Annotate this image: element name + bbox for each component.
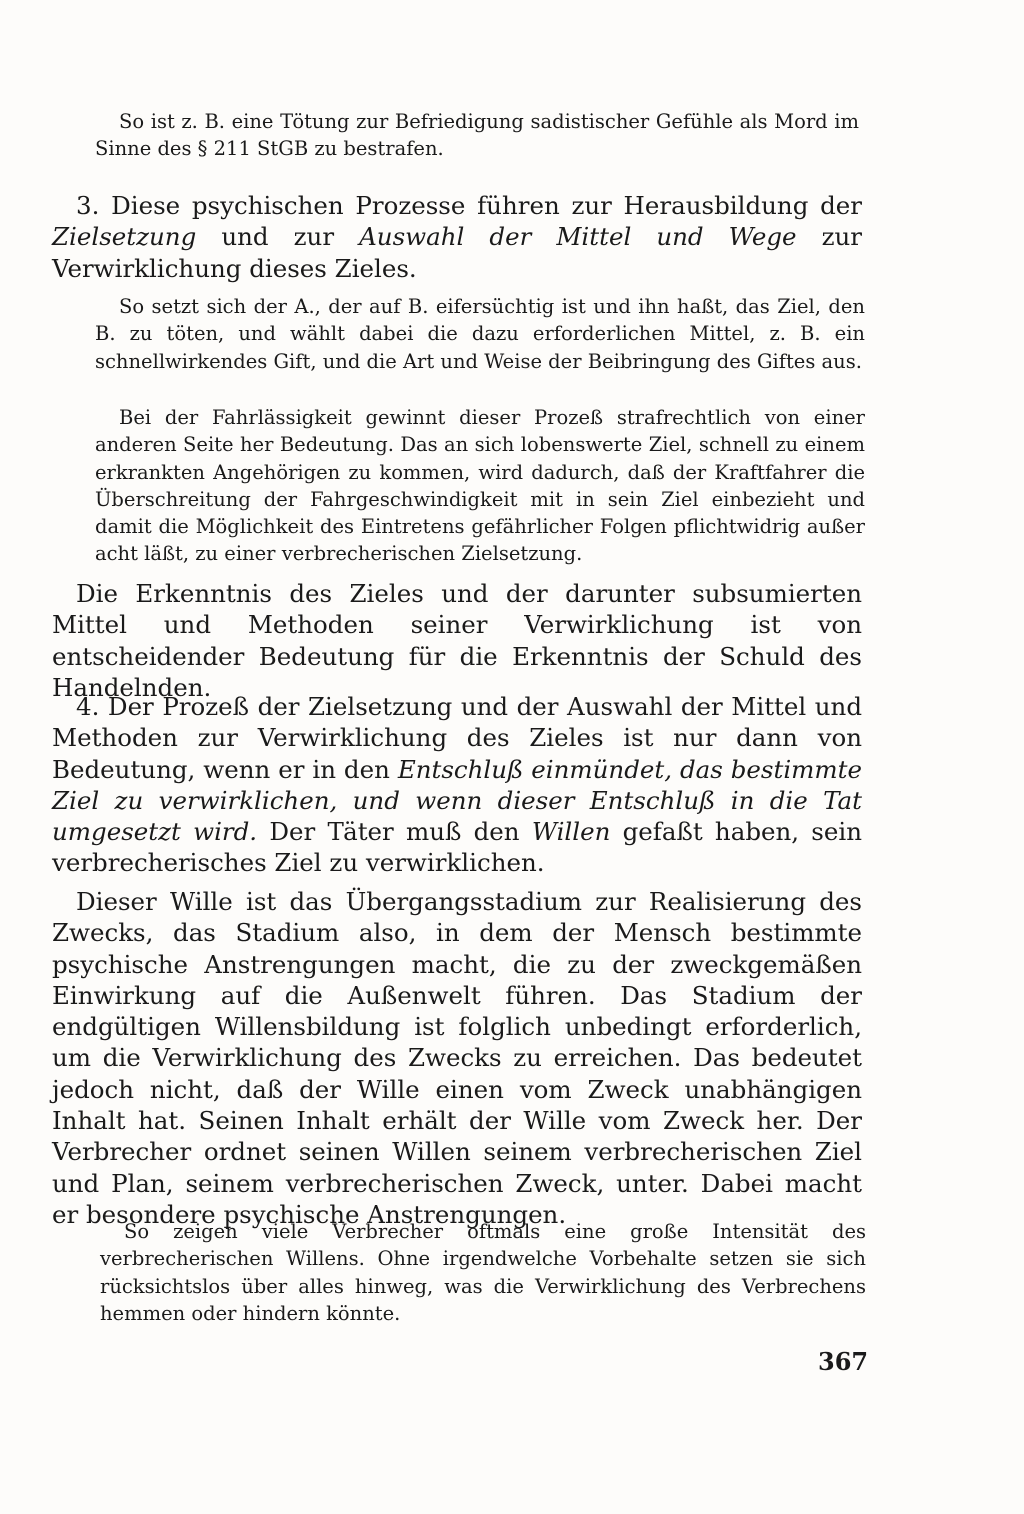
example-paragraph-sadism: So ist z. B. eine Tötung zur Befriedigung sadistischer Gefühle als Mord im Sinne des § 211 StGB zu bestrafen. — [95, 110, 859, 161]
section-3-text-3: zur Verwirklichung dieses Zieles. — [52, 222, 862, 283]
section-4-text-3: gefaßt haben, sein verbrecherisches Ziel zu verwirklichen. — [52, 817, 862, 878]
section-3-emphasis-zielsetzung: Zielsetzung — [52, 222, 197, 252]
section-3-text-2: und zur — [196, 222, 360, 252]
example-paragraph-criminal-will: So zeigen viele Verbrecher oftmals eine große Intensität des verbrecherischen Willens. Ohne irgendwelche Vorbehalte setzen sie sich rücksichtslos über alles hinweg, was die Verwirklichung des Verbrechens hemmen oder hindern könnte. — [100, 1220, 866, 1325]
page-number: 367 — [818, 1347, 869, 1376]
section-4-text-2: Der Täter muß den — [257, 817, 532, 847]
knowledge-of-goal-paragraph: Die Erkenntnis des Zieles und der darunter subsumierten Mittel und Methoden seiner Verwirklichung ist von entscheidender Bedeutung für die Erkenntnis der Schuld des Handelnden. — [52, 579, 862, 702]
example-paragraph-poison: So setzt sich der A., der auf B. eifersüchtig ist und ihn haßt, das Ziel, den B. zu töten, und wählt dabei die dazu erforderlichen Mittel, z. B. ein schnellwirkendes Gift, und die Art und Weise der Beibringung des Giftes aus. — [95, 295, 865, 373]
section-4-emphasis-willen: Willen — [531, 817, 611, 847]
section-3-emphasis-auswahl: Auswahl der Mittel und Wege — [359, 222, 797, 252]
section-3-paragraph — [52, 190, 862, 284]
section-4-emphasis-entschluss: Entschluß einmündet, das bestimmte Ziel zu verwirklichen, und wenn dieser Entschluß in die Tat umgesetzt wird. — [52, 754, 862, 847]
section-4-paragraph — [52, 691, 862, 879]
will-transition-paragraph: Dieser Wille ist das Übergangsstadium zur Realisierung des Zwecks, das Stadium also, in dem der Mensch bestimmte psychische Anstrengungen macht, die zu der zweckgemäßen Einwirkung auf die Außenwelt führen. Das Stadium der endgültigen Willensbildung ist folglich unbedingt erforderlich, um die Verwirklichung des Zwecks zu erreichen. Das bedeutet jedoch nicht, daß der Wille einen vom Zweck unabhängigen Inhalt hat. Seinen Inhalt erhält der Wille vom Zweck her. Der Verbrecher ordnet seinen Willen seinem verbrecherischen Ziel und Plan, seinem verbrecherischen Zweck, unter. Dabei macht er besondere psychische Anstrengungen. — [52, 887, 862, 1229]
section-3-text-1: 3. Diese psychischen Prozesse führen zur Herausbildung der — [76, 191, 862, 220]
example-paragraph-negligence: Bei der Fahrlässigkeit gewinnt dieser Prozeß strafrechtlich von einer anderen Seite her Bedeutung. Das an sich lobenswerte Ziel, schnell zu einem erkrankten Angehörigen zu kommen, wird dadurch, daß der Kraftfahrer die Überschreitung der Fahrgeschwindigkeit mit in sein Ziel einbezieht und damit die Möglichkeit des Eintretens gefährlicher Folgen pflichtwidrig außer acht läßt, zu einer verbrecherischen Zielsetzung. — [95, 406, 865, 566]
section-4-text-1: 4. Der Prozeß der Zielsetzung und der Auswahl der Mittel und Methoden zur Verwirklichung des Zieles ist nur dann von Bedeutung, wenn er in den — [52, 692, 862, 784]
